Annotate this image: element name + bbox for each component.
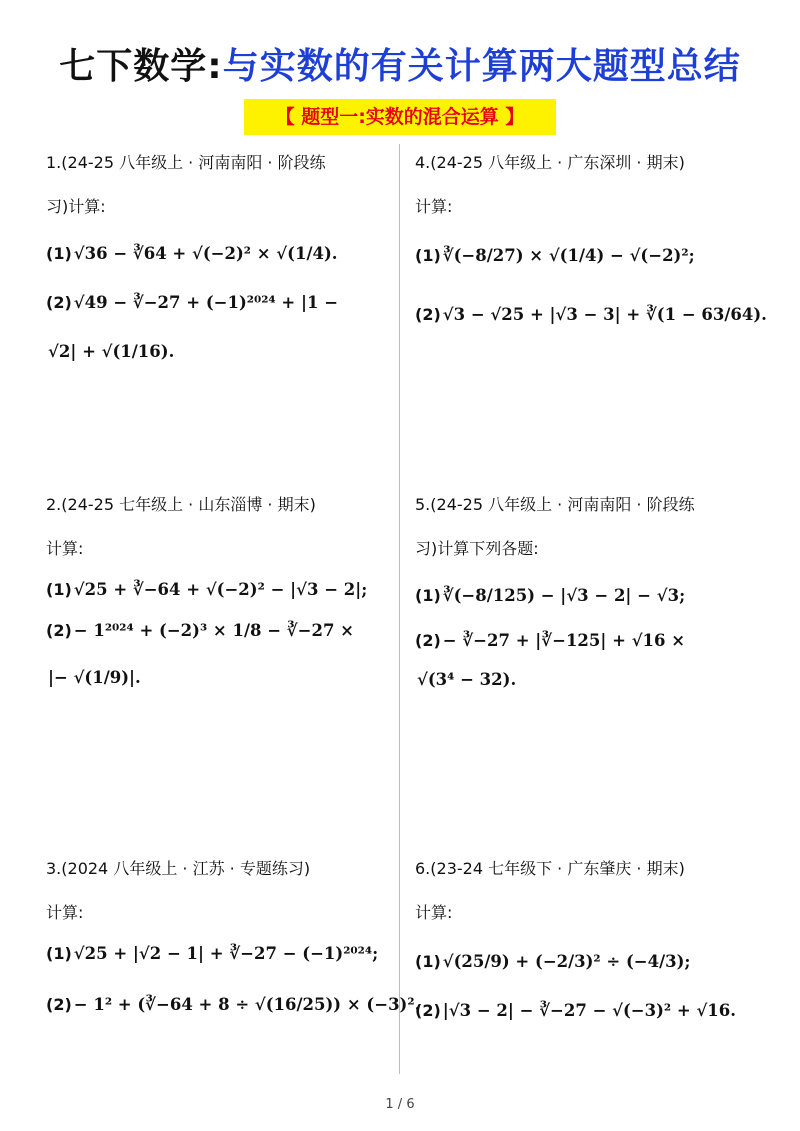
problem-1 xyxy=(46,152,391,361)
problem-line xyxy=(415,586,760,605)
part-label: (1) xyxy=(415,952,441,971)
math-expression: ∛(−8/27) × √(1/4) − √(−2)²; xyxy=(442,246,695,265)
problem-header-cont: 习)计算: xyxy=(46,197,106,216)
page-number: 1 / 6 xyxy=(385,1097,415,1112)
section-banner: 【 题型一:实数的混合运算 】 xyxy=(244,99,556,135)
part-label: (2) xyxy=(46,621,72,640)
math-expression: √(25/9) + (−2/3)² ÷ (−4/3); xyxy=(442,952,691,971)
problem-3 xyxy=(46,858,421,1014)
problem-header-cont: 计算: xyxy=(46,903,84,922)
problem-line xyxy=(46,944,391,963)
problem-line xyxy=(415,1001,760,1020)
column-divider xyxy=(399,144,400,1074)
part-label: (1) xyxy=(415,586,441,605)
problem-line xyxy=(415,631,760,650)
math-expression: − ∛−27 + |∛−125| + √16 × xyxy=(442,631,686,650)
part-label: (1) xyxy=(46,244,72,263)
math-expression: |√3 − 2| − ∛−27 − √(−3)² + √16. xyxy=(442,1001,737,1020)
part-label: (1) xyxy=(415,246,441,265)
problem-line xyxy=(46,621,391,640)
title-main: 与实数的有关计算两大题型总结 xyxy=(222,46,741,87)
problem-5 xyxy=(415,494,760,689)
problem-line xyxy=(415,246,760,265)
math-expression: √36 − ∛64 + √(−2)² × √(1/4). xyxy=(73,244,338,263)
math-expression: √25 + |√2 − 1| + ∛−27 − (−1)²⁰²⁴; xyxy=(73,944,379,963)
problem-4 xyxy=(415,152,767,324)
problem-header-cont: 计算: xyxy=(46,539,84,558)
math-expression: √3 − √25 + |√3 − 3| + ∛(1 − 63/64). xyxy=(442,305,767,324)
problem-line xyxy=(415,305,767,324)
problem-line xyxy=(46,342,391,361)
problem-line xyxy=(415,952,760,971)
problem-line xyxy=(46,995,421,1014)
problem-6 xyxy=(415,858,760,1020)
problem-header: 2.(24-25 七年级上 · 山东淄博 · 期末) xyxy=(46,495,316,514)
problem-header: 1.(24-25 八年级上 · 河南南阳 · 阶段练 xyxy=(46,153,326,172)
math-expression: |− √(1/9)|. xyxy=(48,668,141,687)
problem-header-cont: 计算: xyxy=(415,197,453,216)
problem-header-cont: 习)计算下列各题: xyxy=(415,539,539,558)
part-label: (2) xyxy=(46,293,72,312)
problem-line xyxy=(46,580,391,599)
part-label: (2) xyxy=(46,995,72,1014)
part-label: (1) xyxy=(46,580,72,599)
problem-line xyxy=(46,668,391,687)
problem-2 xyxy=(46,494,391,687)
math-expression: − 1² + (∛−64 + 8 ÷ √(16/25)) × (−3)². xyxy=(73,995,421,1014)
problem-header: 6.(23-24 七年级下 · 广东肇庆 · 期末) xyxy=(415,859,685,878)
page-title xyxy=(0,38,800,89)
part-label: (1) xyxy=(46,944,72,963)
problem-line xyxy=(46,293,391,312)
problem-header: 3.(2024 八年级上 · 江苏 · 专题练习) xyxy=(46,859,311,878)
math-expression: − 1²⁰²⁴ + (−2)³ × 1/8 − ∛−27 × xyxy=(73,621,354,640)
math-expression: √2| + √(1/16). xyxy=(48,342,175,361)
problem-header-cont: 计算: xyxy=(415,903,453,922)
problem-line xyxy=(46,244,391,263)
math-expression: ∛(−8/125) − |√3 − 2| − √3; xyxy=(442,586,686,605)
math-expression: √(3⁴ − 32). xyxy=(417,670,517,689)
problem-line xyxy=(415,670,760,689)
part-label: (2) xyxy=(415,305,441,324)
part-label: (2) xyxy=(415,1001,441,1020)
math-expression: √49 − ∛−27 + (−1)²⁰²⁴ + |1 − xyxy=(73,293,339,312)
part-label: (2) xyxy=(415,631,441,650)
problem-header: 5.(24-25 八年级上 · 河南南阳 · 阶段练 xyxy=(415,495,695,514)
title-prefix: 七下数学: xyxy=(59,46,223,87)
math-expression: √25 + ∛−64 + √(−2)² − |√3 − 2|; xyxy=(73,580,368,599)
problem-header: 4.(24-25 八年级上 · 广东深圳 · 期末) xyxy=(415,153,685,172)
